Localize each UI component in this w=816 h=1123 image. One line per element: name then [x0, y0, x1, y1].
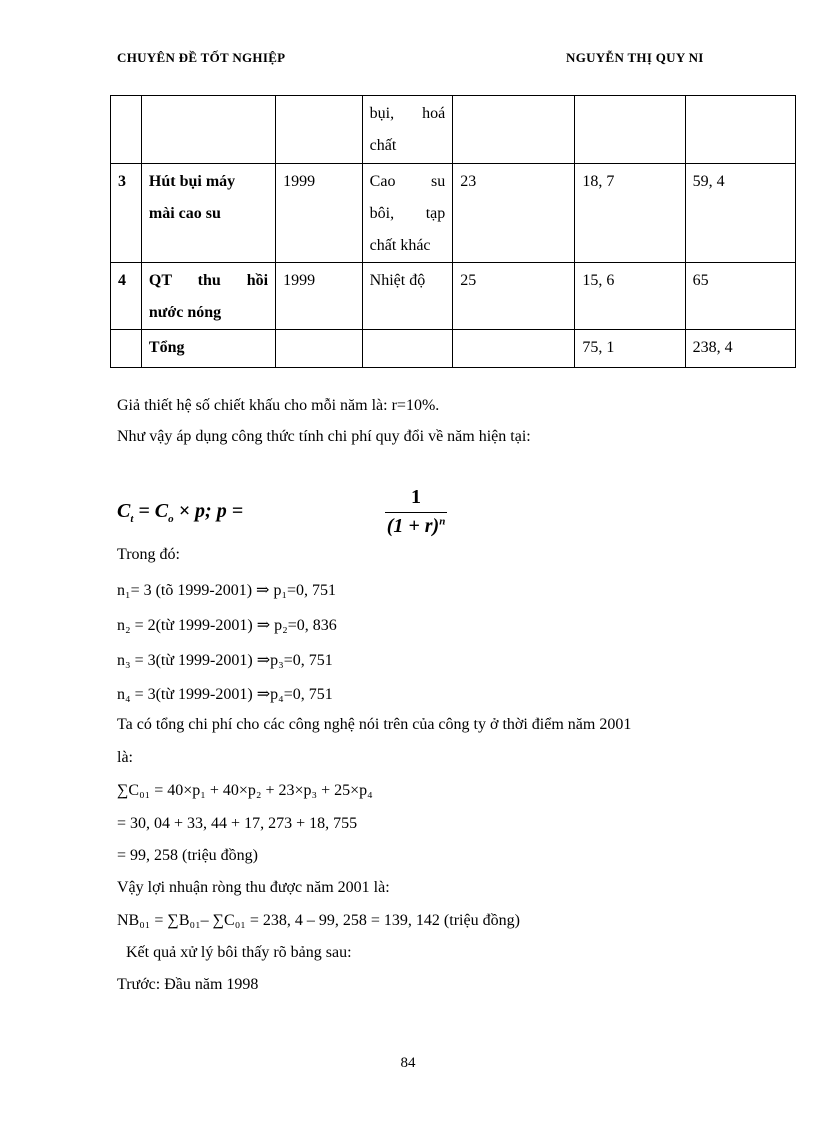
table-cell-benefit: 59, 4: [685, 164, 795, 263]
n3-line: n₃ = 3(từ 1999-2001) ⇒p₃=0, 751: [117, 652, 333, 669]
table-row: [111, 96, 796, 164]
table-cell-text: nước nóng: [148, 304, 222, 321]
table-cell-factor: [362, 96, 453, 164]
header-author: NGUYỄN THỊ QUY NI: [566, 50, 704, 65]
table-cell-text: bụi, hoá: [369, 105, 446, 122]
profit-intro: Vậy lợi nhuận ròng thu được năm 2001 là:: [117, 879, 390, 896]
table-cell-text: Nhiệt độ: [369, 272, 426, 289]
table-cell-factor: [362, 330, 453, 368]
table-cell-year: [276, 330, 363, 368]
table-cell-text: chất: [369, 137, 397, 154]
formula-fraction: [385, 486, 447, 538]
sum-total: = 99, 258 (triệu đồng): [117, 847, 258, 864]
table-cell-no: [111, 330, 142, 368]
table-cell-npv: 15, 6: [575, 263, 685, 330]
header-title: CHUYÊN ĐỀ TỐT NGHIỆP: [117, 50, 286, 65]
result-text: Kết quả xử lý bôi thấy rõ bảng sau:: [126, 944, 352, 961]
table-row: [111, 164, 796, 263]
n2-line: n₂ = 2(từ 1999-2001) ⇒ p₂=0, 836: [117, 617, 337, 634]
table-cell-text: chất khác: [369, 237, 431, 254]
table-cell-no: [111, 96, 142, 164]
where-text: Trong đó:: [117, 546, 180, 563]
table-cell-npv: 18, 7: [575, 164, 685, 263]
table-cell-npv-total: 75, 1: [575, 330, 685, 368]
table-row-total: [111, 330, 796, 368]
table-cell-factor: [362, 164, 453, 263]
table-cell-text: bôi, tạp: [369, 205, 446, 222]
page-number: 84: [400, 1055, 416, 1071]
before-text: Trước: Đầu năm 1998: [117, 976, 259, 993]
table-cell-benefit: [685, 96, 795, 164]
assumption-text: Giả thiết hệ số chiết khấu cho mỗi năm là: r=10%.: [117, 397, 440, 414]
table-cell-text: Hút bụi máy: [148, 173, 236, 190]
n1-line: n₁= 3 (tõ 1999-2001) ⇒ p₁=0, 751: [117, 582, 337, 599]
table-cell-cost: [453, 330, 575, 368]
table-cell-factor: [362, 263, 453, 330]
profit-formula: NB₀₁ = ∑B₀₁– ∑C₀₁ = 238, 4 – 99, 258 = 139, 142 (triệu đồng): [117, 912, 520, 929]
table-cell-no: 4: [111, 263, 142, 330]
formula-mid: = C: [133, 500, 169, 522]
table-cell-year: 1999: [276, 164, 363, 263]
table-cell-year: [276, 96, 363, 164]
table-cell-npv: [575, 96, 685, 164]
total-intro-line-2: là:: [117, 749, 133, 766]
formula-exponent: n: [439, 515, 446, 528]
table-cell-text: Cao su: [369, 173, 446, 190]
table-cell-name: [141, 164, 275, 263]
table-cell-cost: 25: [453, 263, 575, 330]
sum-formula: ∑C₀₁ = 40×p₁ + 40×p₂ + 23×p₃ + 25×p₄: [117, 782, 373, 799]
formula-sub-t: t: [130, 513, 134, 525]
formula-rhs: × p; p =: [173, 500, 244, 522]
formula-numerator: 1: [411, 486, 421, 508]
apply-text: Như vậy áp dụng công thức tính chi phí quy đổi về năm hiện tại:: [117, 428, 531, 445]
n4-line: n₄ = 3(từ 1999-2001) ⇒p₄=0, 751: [117, 686, 333, 703]
table-cell-cost: 23: [453, 164, 575, 263]
table-cell-name: [141, 263, 275, 330]
table-cell-no: 3: [111, 164, 142, 263]
table-cell-text: QT thu hồi: [148, 272, 269, 289]
table-cell-year: 1999: [276, 263, 363, 330]
fraction-bar: [385, 512, 447, 513]
table-cell-name: [141, 96, 275, 164]
formula-den-base: (1 + r): [386, 515, 440, 537]
table-cell-benefit: 65: [685, 263, 795, 330]
formula-lhs: [117, 500, 243, 525]
cost-table: [110, 95, 796, 368]
total-intro-line-1: Ta có tổng chi phí cho các công nghệ nói trên của công ty ở thời điểm năm 2001: [117, 716, 632, 733]
table-row: [111, 263, 796, 330]
table-cell-cost: [453, 96, 575, 164]
table-cell-total-label: Tổng: [141, 330, 275, 368]
formula-c: C: [117, 500, 131, 522]
formula-sub-o: o: [168, 513, 174, 525]
table-cell-benefit-total: 238, 4: [685, 330, 795, 368]
table-cell-text: mài cao su: [148, 205, 221, 222]
sum-values: = 30, 04 + 33, 44 + 17, 273 + 18, 755: [117, 815, 358, 832]
formula-denominator: [385, 515, 447, 538]
